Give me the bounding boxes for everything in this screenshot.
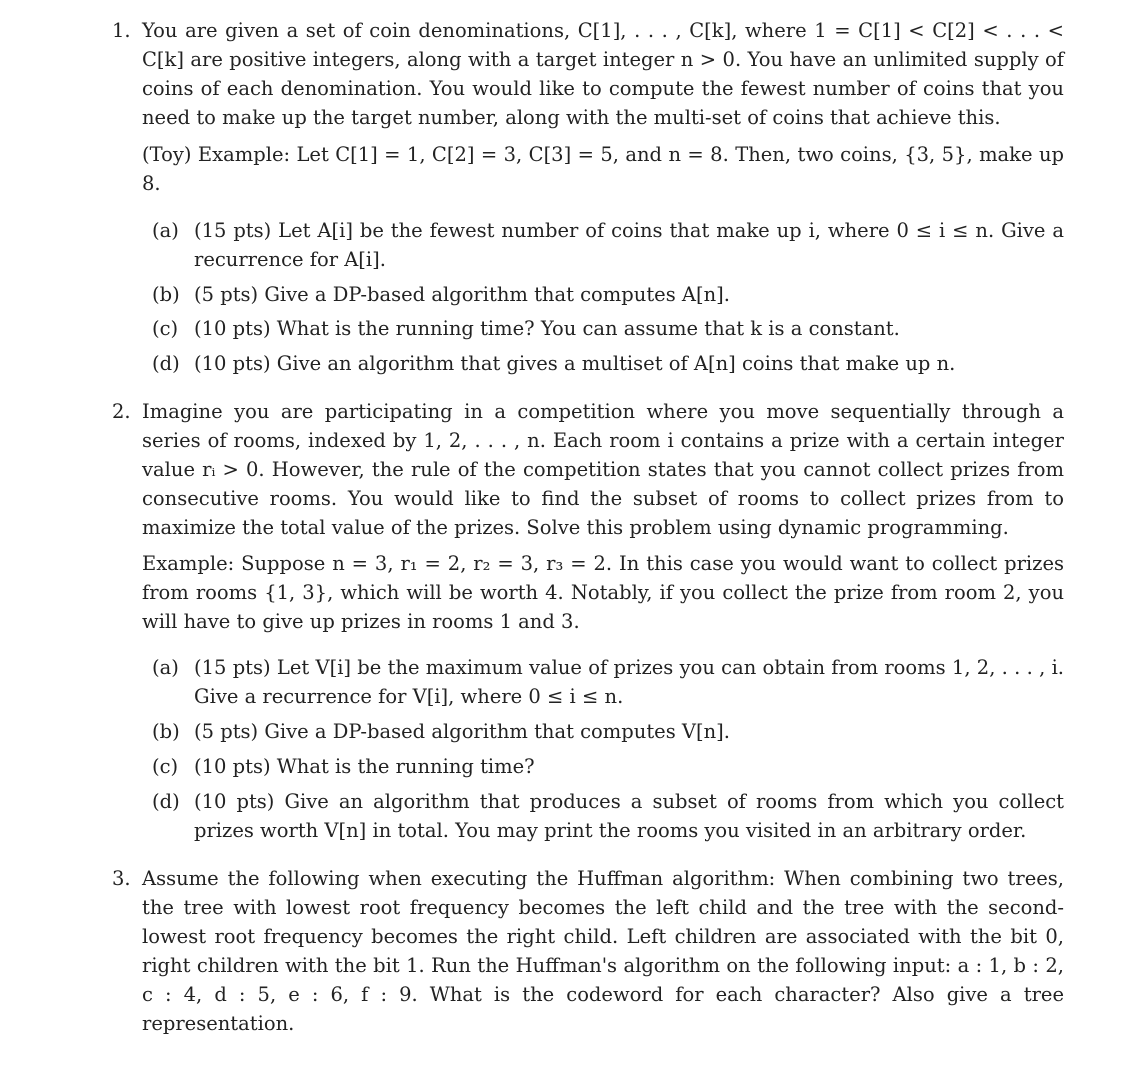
part-text: (15 pts) Let V[i] be the maximum value of prizes you can obtain from rooms 1, 2, . . . , i. Give a recurrence for V[i], where 0 ≤ i ≤ n.	[194, 656, 1064, 708]
part-label: (b)	[152, 720, 180, 743]
problem-statement: Assume the following when executing the Huffman algorithm: When combining two trees, the tree with lowest root frequency becomes the left child and the tree with the second-lowest root frequency becomes the right child. Left children are associated with the bit 0, right children with the bit 1. Run the Huffman's algorithm on the following input: a : 1, b : 2, c : 4, d : 5, e : 6, f : 9. What is the codeword for each character? Also give a tree representation.	[142, 867, 1064, 1035]
problem-example: (Toy) Example: Let C[1] = 1, C[2] = 3, C[3] = 5, and n = 8. Then, two coins, {3, 5}, make up 8.	[142, 143, 1064, 195]
part-label: (b)	[152, 283, 180, 306]
problem-statement: Imagine you are participating in a competition where you move sequentially through a series of rooms, indexed by 1, 2, . . . , n. Each room i contains a prize with a certain integer value rᵢ > 0. However, the rule of the competition states that you cannot collect prizes from consecutive rooms. You would like to find the subset of rooms to collect prizes from to maximize the total value of the prizes. Solve this problem using dynamic programming.	[142, 400, 1064, 539]
part-label: (a)	[152, 219, 179, 242]
part-label: (c)	[152, 317, 179, 340]
part-label: (d)	[152, 790, 180, 813]
part-text: (10 pts) Give an algorithm that gives a multiset of A[n] coins that make up n.	[194, 352, 956, 375]
problem-example: Example: Suppose n = 3, r₁ = 2, r₂ = 3, r₃ = 2. In this case you would want to collect prizes from rooms {1, 3}, which will be worth 4. Notably, if you collect the prize from room 2, you will have to give up prizes in rooms 1 and 3.	[142, 552, 1064, 633]
part-text: (15 pts) Let A[i] be the fewest number of coins that make up i, where 0 ≤ i ≤ n. Give a recurrence for A[i].	[194, 219, 1064, 271]
part-label: (a)	[152, 656, 179, 679]
problem-number: 1.	[112, 19, 131, 42]
part-label: (c)	[152, 755, 179, 778]
part-text: (10 pts) What is the running time?	[194, 755, 535, 778]
problem-number: 3.	[112, 867, 131, 890]
problem-statement: You are given a set of coin denominations, C[1], . . . , C[k], where 1 = C[1] < C[2] < . . . < C[k] are positive integers, along with a target integer n > 0. You have an unlimited supply of coins of each denomination. You would like to compute the fewest number of coins that you need to make up the target number, along with the multi-set of coins that achieve this.	[142, 19, 1064, 129]
problem-number: 2.	[112, 400, 131, 423]
part-text: (10 pts) What is the running time? You can assume that k is a constant.	[194, 317, 900, 340]
part-text: (5 pts) Give a DP-based algorithm that computes A[n].	[194, 283, 730, 306]
part-text: (10 pts) Give an algorithm that produces a subset of rooms from which you collect prizes worth V[n] in total. You may print the rooms you visited in an arbitrary order.	[194, 790, 1064, 842]
part-label: (d)	[152, 352, 180, 375]
part-text: (5 pts) Give a DP-based algorithm that computes V[n].	[194, 720, 730, 743]
